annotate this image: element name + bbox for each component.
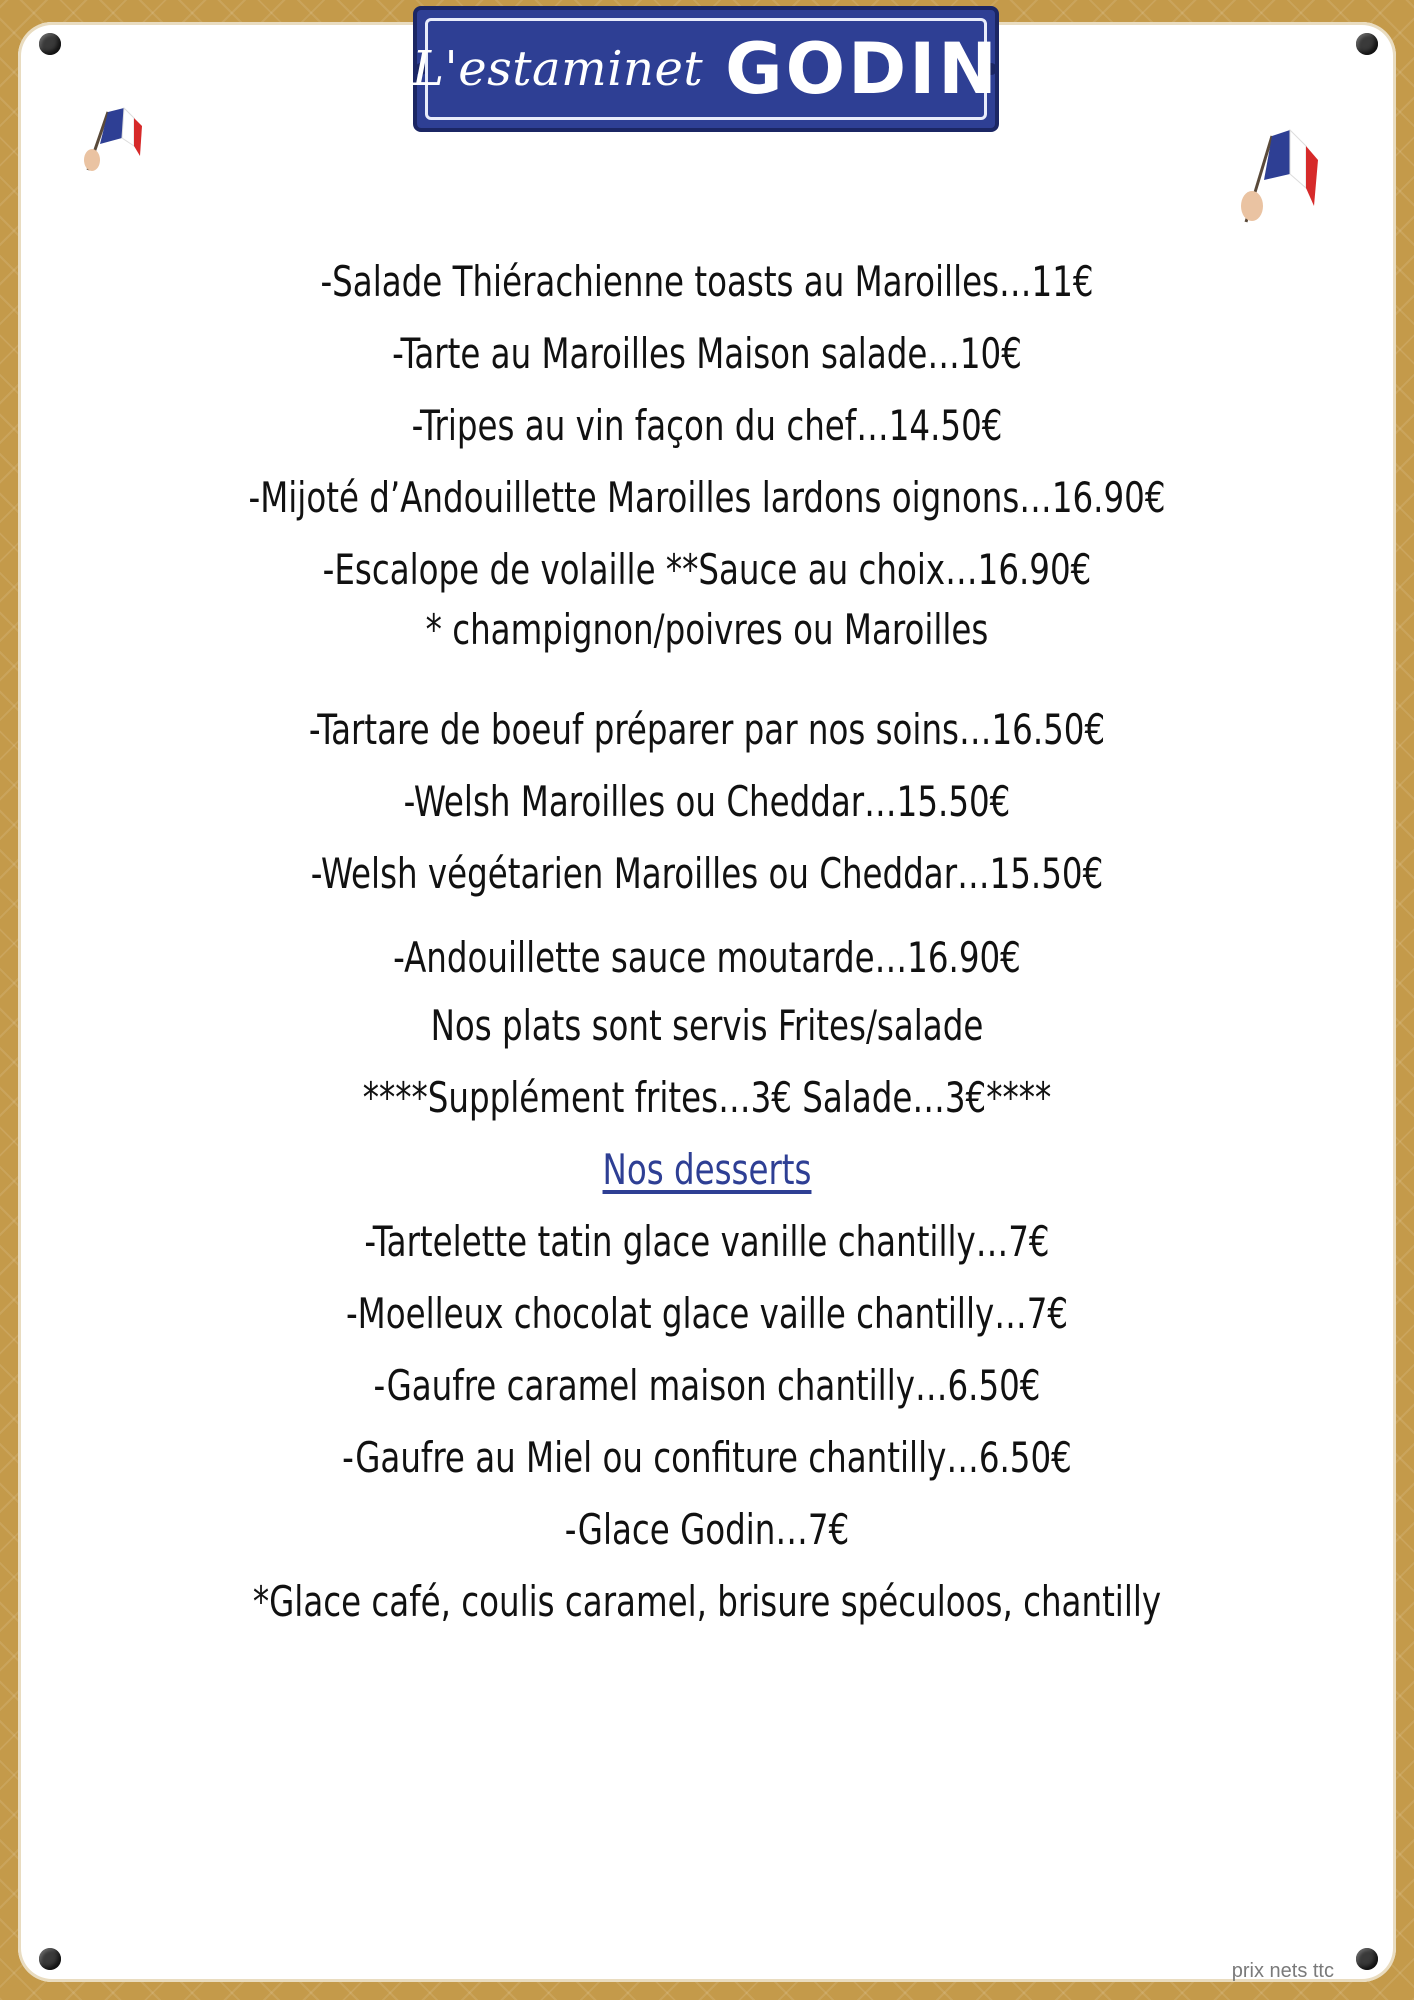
dessert-item: -Gaufre caramel maison chantilly…6.50€	[373, 1361, 1041, 1410]
restaurant-sign	[413, 6, 999, 132]
rivet-bottom-left	[39, 1948, 61, 1970]
brand-name: GODIN	[725, 28, 1000, 110]
dish-item: -Escalope de volaille **Sauce au choix…16.90€	[322, 545, 1092, 594]
dessert-item: -Moelleux chocolat glace vaille chantilly…7€	[345, 1289, 1069, 1338]
price-note: prix nets ttc	[1231, 1960, 1334, 1982]
dessert-item: -Tartelette tatin glace vanille chantilly…7€	[364, 1217, 1050, 1266]
menu-list	[99, 250, 1315, 1638]
dish-item: -Tartare de boeuf préparer par nos soins…16.50€	[308, 705, 1106, 754]
supplement-note: ****Supplément frites…3€ Salade…3€****	[362, 1073, 1052, 1122]
glace-note: *Glace café, coulis caramel, brisure spéculoos, chantilly	[252, 1577, 1162, 1626]
dish-item: -Salade Thiérachienne toasts au Maroilles…11€	[320, 257, 1094, 306]
dessert-item: -Glace Godin…7€	[564, 1505, 850, 1554]
french-flag-icon-right	[1226, 122, 1336, 232]
rivet-bottom-right	[1356, 1948, 1378, 1970]
dish-item: -Andouillette sauce moutarde…16.90€	[393, 933, 1021, 982]
dish-item: -Tripes au vin façon du chef…14.50€	[411, 401, 1003, 450]
french-flag-icon-left	[72, 100, 152, 180]
dish-item: -Welsh végétarien Maroilles ou Cheddar…15.50€	[310, 849, 1104, 898]
sauce-note: * champignon/poivres ou Maroilles	[425, 605, 989, 654]
dish-item: -Welsh Maroilles ou Cheddar…15.50€	[403, 777, 1011, 826]
dish-item: -Mijoté d’Andouillette Maroilles lardons oignons…16.90€	[248, 473, 1166, 522]
dessert-item: -Gaufre au Miel ou confiture chantilly…6.50€	[342, 1433, 1072, 1482]
sign-inner-border	[412, 18, 1000, 120]
dish-item: -Tarte au Maroilles Maison salade…10€	[392, 329, 1022, 378]
rivet-top-left	[39, 33, 61, 55]
rivet-top-right	[1356, 33, 1378, 55]
brand-script-text: L'estaminet	[412, 41, 704, 97]
desserts-heading: Nos desserts	[602, 1145, 812, 1194]
served-note: Nos plats sont servis Frites/salade	[430, 1001, 984, 1050]
